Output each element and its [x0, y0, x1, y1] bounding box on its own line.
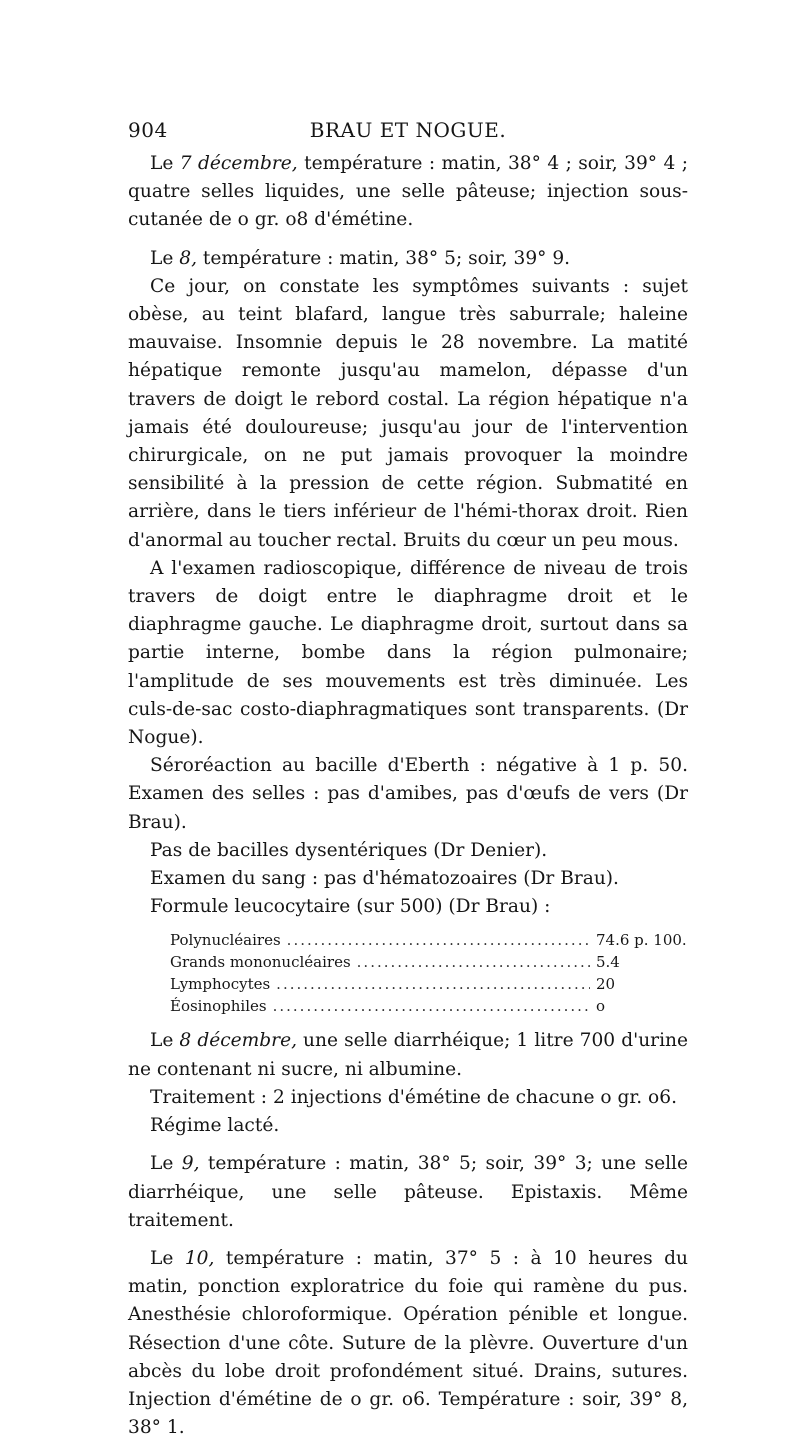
text-run: Examen du sang : pas d'hématozoaires (Dr Brau).	[150, 868, 619, 890]
leader-dots	[276, 973, 590, 995]
paragraph	[128, 555, 688, 752]
leukocyte-formula	[170, 929, 688, 1017]
formula-value: 20	[596, 975, 616, 994]
text-run: température : matin, 38° 4 ; soir, 39° 4 ; quatre selles liquides, une selle pâteuse; injection sous-cutanée de o gr. o8 d'émétine.	[128, 153, 688, 231]
text-run: Régime lacté.	[150, 1115, 280, 1137]
text-run: Traitement : 2 injections d'émétine de chacune o gr. o6.	[150, 1086, 677, 1108]
formula-value: 5.4	[596, 953, 620, 972]
leader-dots	[357, 951, 590, 973]
text-run: température : matin, 38° 5; soir, 39° 3; une selle diarrhéique, une selle pâteuse. Epistaxis. Même traitement.	[128, 1153, 688, 1231]
formula-label: Éosinophiles	[170, 997, 267, 1016]
text-run: température : matin, 38° 5; soir, 39° 9.	[197, 247, 571, 269]
date-italic: 9,	[181, 1153, 200, 1175]
running-title: BRAU ET NOGUE.	[309, 118, 507, 142]
text-run: A l'examen radioscopique, différence de niveau de trois travers de doigt entre le diaphragme droit et le diaphragme gauche. Le diaphragme droit, surtout dans sa partie interne, bombe dans la région pulmonaire; l'amplitude de ses mouvements est très diminuée. Les culs-de-sac costo-diaphragmatiques sont transparents. (Dr Nogue).	[128, 557, 688, 749]
formula-row	[170, 929, 688, 951]
text-run: Le	[150, 1153, 182, 1175]
text-run: Séroréaction au bacille d'Eberth : négative à 1 p. 50. Examen des selles : pas d'amibes, pas d'œufs de vers (Dr Brau).	[128, 755, 688, 833]
paragraph	[128, 865, 688, 893]
leader-dots	[273, 995, 590, 1017]
formula-row	[170, 995, 688, 1017]
text-run: Ce jour, on constate les symptômes suivants : sujet obèse, au teint blafard, langue très saburrale; haleine mauvaise. Insomnie depuis le 28 novembre. La matité hépatique remonte jusqu'au mamelon, dépasse d'un travers de doigt le rebord costal. La région hépatique n'a jamais été douloureuse; jusqu'au jour de l'intervention chirurgicale, on ne put jamais provoquer la moindre sensibilité à la pression de cette région. Submatité en arrière, dans le tiers inférieur de l'hémi-thorax droit. Rien d'anormal au toucher rectal. Bruits du cœur un peu mous.	[128, 275, 688, 551]
text-run: une selle diarrhéique; 1 litre 700 d'urine ne contenant ni sucre, ni albumine.	[128, 1030, 688, 1080]
text-run: Le	[150, 247, 180, 269]
paragraph	[128, 752, 688, 837]
formula-label: Lymphocytes	[170, 975, 271, 994]
page-number: 904	[128, 118, 168, 142]
date-italic: 8 décembre,	[179, 1030, 297, 1052]
paragraph	[128, 1027, 688, 1083]
paragraph	[128, 245, 688, 273]
body-text	[128, 150, 688, 1442]
formula-label: Polynucléaires	[170, 931, 281, 950]
paragraph	[128, 1084, 688, 1112]
formula-row	[170, 973, 688, 995]
paragraphs-before	[128, 150, 688, 921]
formula-label: Grands mononucléaires	[170, 953, 351, 972]
date-italic: 8,	[179, 247, 198, 269]
text-run: Le	[150, 153, 180, 174]
date-italic: 7 décembre,	[179, 153, 298, 174]
date-italic: 10,	[184, 1247, 215, 1269]
formula-value: o	[596, 997, 606, 1016]
paragraphs-after	[128, 1027, 688, 1442]
paragraph	[128, 150, 688, 235]
leader-dots	[287, 929, 590, 951]
paragraph	[128, 1150, 688, 1235]
text-run: Le	[150, 1247, 185, 1269]
formula-row	[170, 951, 688, 973]
text-run: Formule leucocytaire (sur 500) (Dr Brau) :	[150, 896, 551, 918]
paragraph	[128, 273, 688, 555]
paragraph	[128, 1112, 688, 1140]
text-run: Le	[150, 1030, 180, 1052]
text-run: Pas de bacilles dysentériques (Dr Denier).	[150, 839, 548, 861]
paragraph	[128, 893, 688, 921]
page-header	[128, 118, 688, 148]
paragraph	[128, 1245, 688, 1442]
paragraph	[128, 837, 688, 865]
text-run: température : matin, 37° 5 : à 10 heures du matin, ponction exploratrice du foie qui ramène du pus. Anesthésie chloroformique. Opération pénible et longue. Résection d'une côte. Suture de la plèvre. Ouverture d'un abcès du lobe droit profondément situé. Drains, sutures. Injection d'émétine de o gr. o6. Température : soir, 39° 8, 38° 1.	[128, 1247, 688, 1439]
formula-value: 74.6 p. 100.	[596, 931, 687, 950]
